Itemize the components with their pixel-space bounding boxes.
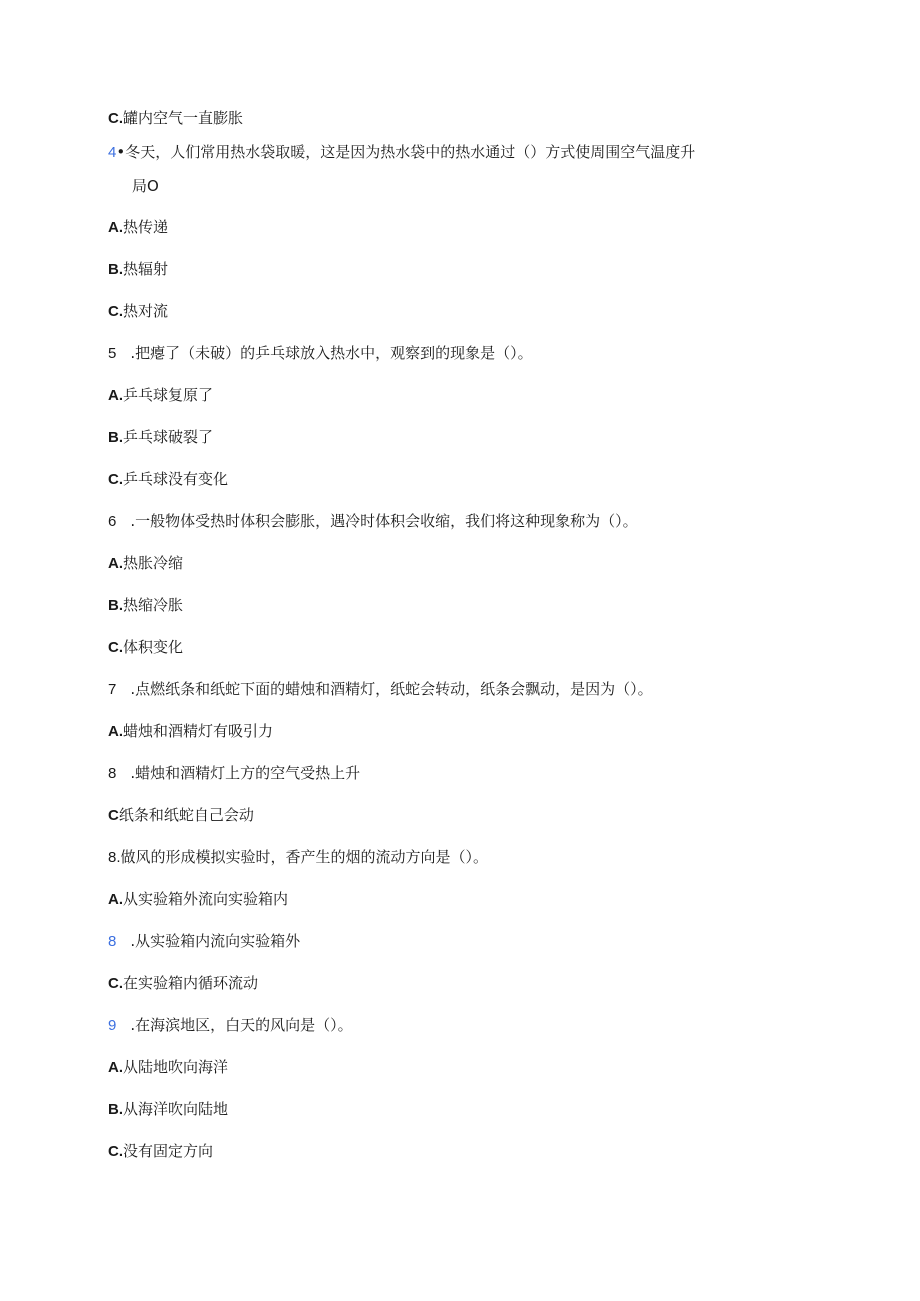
item-label: B. <box>108 429 123 446</box>
text-line <box>108 889 288 910</box>
item-text: 乒乓球复原了 <box>123 386 214 404</box>
item-label: A. <box>108 555 123 572</box>
item-label: B. <box>108 597 123 614</box>
item-label: 9 <box>108 1017 117 1034</box>
item-text: 没有固定方向 <box>123 1142 214 1160</box>
item-text: 热传递 <box>123 218 169 236</box>
item-text: 纸条和纸蛇自己会动 <box>118 806 254 824</box>
item-label: C. <box>108 1143 123 1160</box>
text-line <box>108 511 638 532</box>
item-label: B. <box>108 261 123 278</box>
text-line <box>108 595 183 616</box>
item-text: 做风的形成模拟实验时，香产生的烟的流动方向是（）。 <box>120 848 489 866</box>
item-label: A. <box>108 387 123 404</box>
item-label: 5 <box>108 345 117 362</box>
text-line <box>108 343 533 364</box>
item-label: C. <box>108 303 123 320</box>
text-line <box>108 385 213 406</box>
item-label: 8. <box>108 849 121 866</box>
item-text: .从实验箱内流向实验箱外 <box>130 932 301 950</box>
item-text: 在实验箱内循环流动 <box>123 974 259 992</box>
item-label: C. <box>108 639 123 656</box>
text-line <box>108 973 258 994</box>
item-text: 乒乓球没有变化 <box>123 470 229 488</box>
item-text: 从海洋吹向陆地 <box>123 1100 229 1118</box>
item-label: A. <box>108 219 123 236</box>
item-label: A. <box>108 1059 123 1076</box>
text-line <box>108 301 168 322</box>
item-text: 热缩冷胀 <box>123 596 184 614</box>
item-label: A. <box>108 891 123 908</box>
item-label: 7 <box>108 681 117 698</box>
item-text: 热胀冷缩 <box>123 554 184 572</box>
text-line <box>132 176 159 196</box>
text-line <box>108 1141 213 1162</box>
text-line <box>108 1015 353 1036</box>
item-text: 局O <box>132 177 159 195</box>
text-line <box>108 763 360 784</box>
item-text: .在海滨地区，白天的风向是（）。 <box>130 1016 353 1034</box>
item-label: A. <box>108 723 123 740</box>
item-label: 4 <box>108 144 117 161</box>
text-line <box>108 259 168 280</box>
item-label: 6 <box>108 513 117 530</box>
text-line <box>108 108 243 129</box>
item-text: .点燃纸条和纸蛇下面的蜡烛和酒精灯，纸蛇会转动，纸条会飘动，是因为（）。 <box>130 680 653 698</box>
item-text: 从实验箱外流向实验箱内 <box>123 890 289 908</box>
text-line <box>108 679 653 700</box>
item-label: 8 <box>108 933 117 950</box>
item-label: C. <box>108 471 123 488</box>
item-text: 从陆地吹向海洋 <box>123 1058 229 1076</box>
text-line <box>108 931 300 952</box>
item-text: .蜡烛和酒精灯上方的空气受热上升 <box>130 764 361 782</box>
text-line <box>108 553 183 574</box>
text-line <box>108 217 168 238</box>
text-line <box>108 469 228 490</box>
item-text: 热对流 <box>123 302 169 320</box>
item-label: C <box>108 807 119 824</box>
item-text: 罐内空气一直膨胀 <box>123 109 244 127</box>
item-text: 蜡烛和酒精灯有吸引力 <box>123 722 274 740</box>
text-line <box>108 805 254 826</box>
text-line <box>108 427 213 448</box>
item-label: B. <box>108 1101 123 1118</box>
item-label: C. <box>108 975 123 992</box>
item-text: 体积变化 <box>123 638 184 656</box>
item-text: 乒乓球破裂了 <box>123 428 214 446</box>
item-text: .把瘪了（未破）的乒乓球放入热水中，观察到的现象是（）。 <box>130 344 533 362</box>
item-label: C. <box>108 110 123 127</box>
item-text: 热辐射 <box>123 260 169 278</box>
text-line <box>108 637 183 658</box>
text-line <box>108 847 488 868</box>
item-label: 8 <box>108 765 117 782</box>
text-line <box>108 1099 228 1120</box>
text-line <box>108 721 273 742</box>
item-text: .一般物体受热时体积会膨胀，遇冷时体积会收缩，我们将这种现象称为（）。 <box>130 512 638 530</box>
item-text: •冬天，人们常用热水袋取暖，这是因为热水袋中的热水通过（）方式使周围空气温度升 <box>116 143 696 161</box>
text-line <box>108 142 695 163</box>
text-line <box>108 1057 228 1078</box>
